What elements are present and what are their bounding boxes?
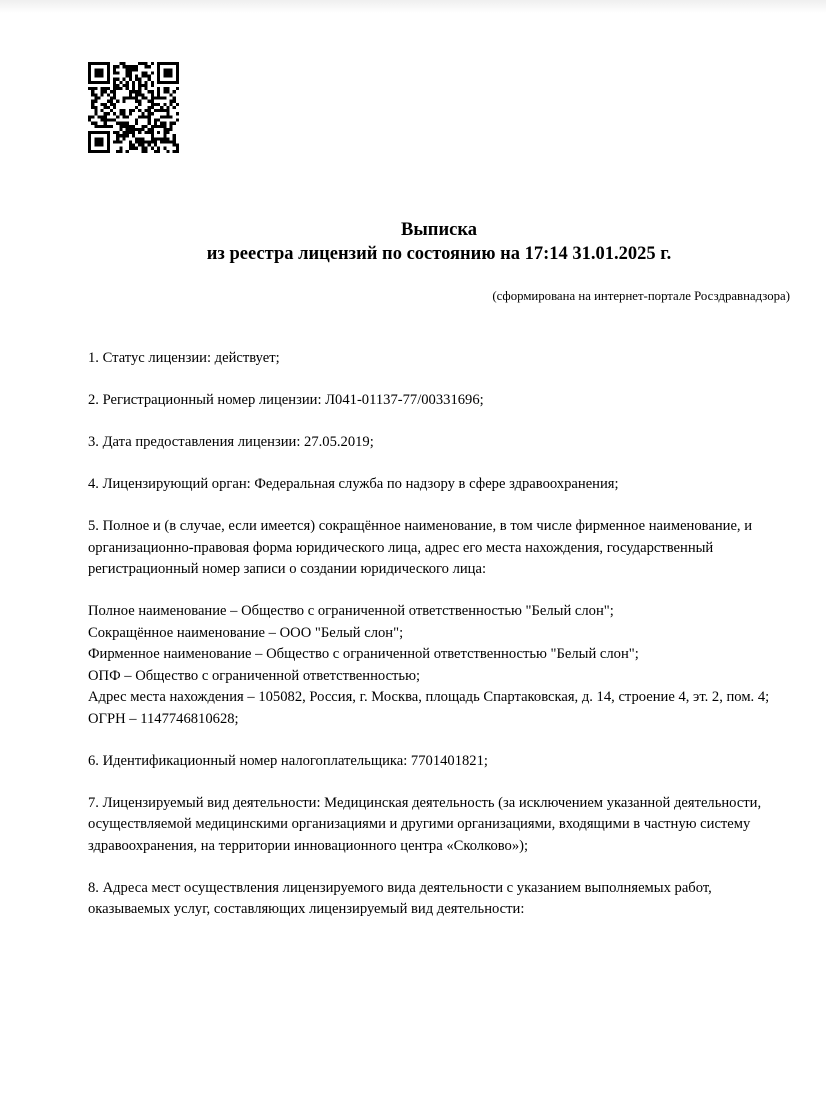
text-line: ОГРН – 1147746810628; — [88, 710, 239, 727]
paragraph-licensed-activity — [88, 793, 790, 858]
paragraph-registration-number — [88, 390, 790, 412]
title-line-1: Выписка — [401, 220, 477, 240]
paragraph-entity-heading — [88, 516, 790, 581]
paragraph-licensing-authority — [88, 474, 790, 496]
paragraph-license-status — [88, 348, 790, 370]
text-line: 8. Адреса мест осуществления лицензируемого вида деятельности с указанием выполняемых работ, оказываемых услуг, составляющих лицензируемый вид деятельности: — [88, 879, 712, 917]
text-line: 3. Дата предоставления лицензии: 27.05.2019; — [88, 434, 374, 450]
text-line: 2. Регистрационный номер лицензии: Л041-01137-77/00331696; — [88, 392, 484, 408]
text-line: 5. Полное и (в случае, если имеется) сокращённое наименование, в том числе фирменное наименование, и организационно-правовая форма юридического лица, адрес его места нахождения, государственный регистрационный номер записи о создании юридического лица: — [88, 518, 753, 577]
paragraph-activity-addresses — [88, 878, 790, 921]
paragraph-taxpayer-id — [88, 751, 790, 773]
text-line: 7. Лицензируемый вид деятельности: Медицинская деятельность (за исключением указанной деятельности, осуществляемой медицинскими организациями и другими организациями, входящими в частную систему здравоохранения, на территории инновационного центра «Сколково»); — [88, 794, 762, 854]
text-line: 1. Статус лицензии: действует; — [88, 350, 280, 366]
title-line-2: из реестра лицензий по состоянию на 17:14 31.01.2025 г. — [206, 244, 672, 264]
text-line: Адрес места нахождения – 105082, Россия, г. Москва, площадь Спартаковская, д. 14, строение 4, эт. 2, пом. 4; — [88, 689, 770, 705]
document-content — [88, 218, 790, 941]
paragraph-entity-details — [88, 601, 790, 730]
paragraph-grant-date — [88, 432, 790, 454]
document-subtitle: (сформирована на интернет-портале Росздравнадзора) — [492, 289, 790, 303]
text-line: Полное наименование – Общество с ограниченной ответственностью "Белый слон"; — [88, 603, 614, 619]
text-line: Сокращённое наименование – ООО "Белый слон"; — [88, 624, 404, 641]
text-line: ОПФ – Общество с ограниченной ответственностью; — [88, 667, 421, 684]
qr-code — [88, 62, 179, 153]
document-body — [88, 348, 790, 921]
text-line: 6. Идентификационный номер налогоплательщика: 7701401821; — [88, 752, 488, 769]
text-line: 4. Лицензирующий орган: Федеральная служба по надзору в сфере здравоохранения; — [88, 476, 619, 492]
text-line: Фирменное наименование – Общество с ограниченной ответственностью "Белый слон"; — [88, 646, 639, 662]
document-title — [88, 218, 790, 266]
